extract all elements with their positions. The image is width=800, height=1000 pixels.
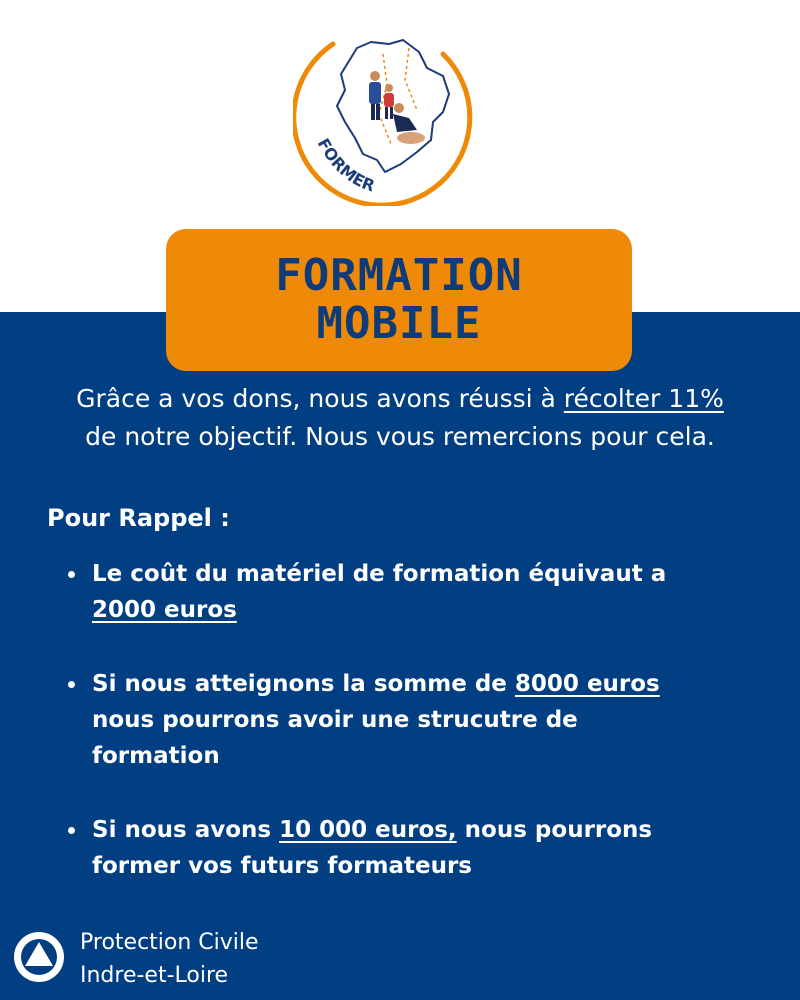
rappel-title: Pour Rappel : [47, 504, 230, 532]
bullet-amount: 2000 euros [92, 597, 237, 623]
intro-text [0, 380, 800, 456]
bullet-text: Si nous atteignons la somme de [92, 671, 515, 697]
protection-civile-logo-icon [12, 930, 66, 984]
banner-title-line1: FORMATION [275, 250, 523, 301]
list-item [68, 556, 748, 628]
bullet-text: Le coût du matériel de formation équivaut a [92, 561, 667, 587]
formation-mobile-banner [166, 229, 632, 371]
reminder-list [68, 556, 748, 884]
bullet-amount: 8000 euros [514, 671, 660, 697]
logo-text: FORMER [313, 134, 378, 196]
intro-part1: Grâce a vos dons, nous avons réussi à [76, 384, 564, 413]
footer-line2: Indre-et-Loire [80, 963, 229, 988]
bullet-amount: 10 000 euros, [279, 817, 457, 843]
intro-highlight: récolter 11% [563, 384, 724, 413]
list-item [68, 812, 748, 884]
bullet-text: nous pourrons former vos futurs formateurs [92, 817, 653, 879]
footer-line1: Protection Civile [80, 930, 259, 955]
bullet-text: Si nous avons [92, 817, 280, 843]
bullet-text: nous pourrons avoir une strucutre de formation [92, 707, 578, 769]
footer-organization [80, 926, 259, 992]
list-item [68, 666, 748, 774]
banner-title-line2: MOBILE [316, 298, 482, 349]
intro-line2: de notre objectif. Nous vous remercions pour cela. [85, 422, 715, 451]
former-logo-icon [293, 14, 485, 206]
intro-line1 [0, 380, 800, 418]
